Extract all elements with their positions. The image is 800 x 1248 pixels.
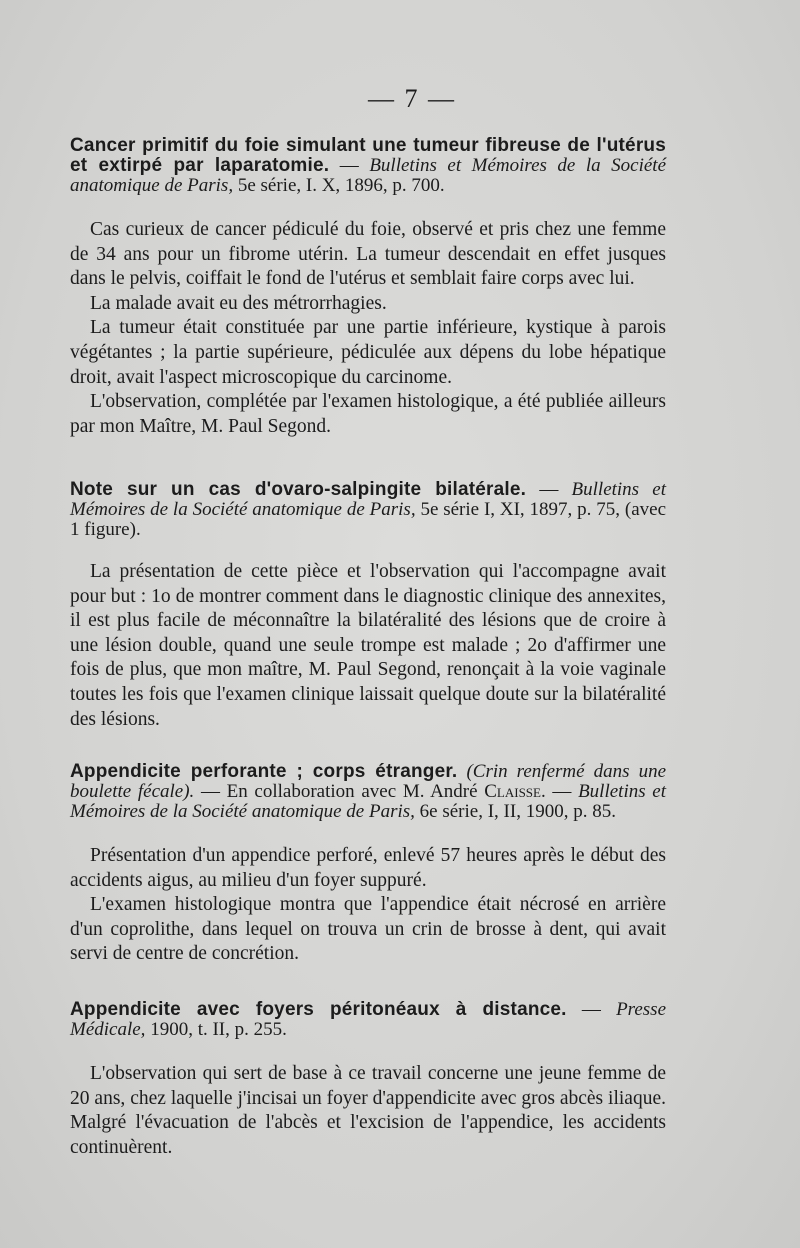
bibliography-entry [70,1000,666,1160]
entry-heading [70,1000,666,1040]
page-number: — 7 — [368,84,456,113]
bibliography-entry [70,136,666,439]
entry-body [70,844,666,967]
entry-paragraph: L'examen histologique montra que l'appendice était nécrosé en arrière d'un coprolithe, dans lequel on trouva un crin de brosse à dent, qui avait servi de centre de concrétion. [70,894,666,965]
entry-title: Appendicite perforante ; corps étranger. [70,761,458,782]
entry-dash: — [539,479,559,500]
entry-heading [70,480,666,540]
entry-title: Cancer primitif du foie simulant une tumeur fibreuse de l'utérus et extirpé par laparatomie. [70,135,666,176]
entry-citation: 5e série, I. X, 1896, p. 700. [237,175,445,196]
entry-title: Note sur un cas d'ovaro-salpingite bilatérale. [70,479,527,500]
entry-body [70,1062,666,1160]
entry-citation: 1900, t. II, p. 255. [150,1019,287,1040]
entry-paragraph: La tumeur était constituée par une partie inférieure, kystique à parois végétantes ; la partie supérieure, pédiculée aux dépens du lobe hépatique droit, avait l'aspect microscopique du carcinome. [70,317,666,388]
entry-citation: 5e série I, XI, 1897, p. 75, (avec 1 figure). [70,499,666,540]
entry-paragraph: L'observation, complétée par l'examen histologique, a été publiée ailleurs par mon Maître, M. Paul Segond. [70,391,666,437]
bibliography-entry [70,762,666,967]
entry-journal: Bulletins et Mémoires de la Société anatomique de Paris, [70,155,667,196]
entry-collaborator: Claisse. [484,781,546,802]
entry-heading [70,762,666,822]
entry-journal: Presse [616,999,667,1020]
entry-journal-cont: Médicale, [70,1019,146,1040]
entry-journal: Bulletins et Mémoires de la Société anatomique de Paris, [70,781,666,822]
entry-dash: — [339,155,359,176]
entry-dash: — [552,781,572,802]
entry-paragraph: L'observation qui sert de base à ce travail concerne une jeune femme de 20 ans, chez laquelle j'incisai un foyer d'appendicite avec gros abcès iliaque. Malgré l'évacuation de l'abcès et l'excision de l'appendice, les accidents continuèrent. [70,1063,666,1158]
entry-heading [70,136,666,196]
entry-body [70,560,666,732]
entry-body [70,218,666,439]
entry-title: Appendicite avec foyers péritonéaux à distance. [70,999,567,1020]
entry-dash: — [581,999,601,1020]
entry-journal: Bulletins et Mémoires de la Société anatomique de Paris, [70,479,666,520]
bibliography-entry [70,480,666,732]
entry-citation: 6e série, I, II, 1900, p. 85. [419,801,616,822]
entry-collaboration: — En collaboration avec M. André [200,781,478,802]
entry-paragraph: La malade avait eu des métrorrhagies. [90,292,387,314]
entry-paragraph: Présentation d'un appendice perforé, enlevé 57 heures après le début des accidents aigus, au milieu d'un foyer suppuré. [70,845,666,891]
entry-note: (Crin renfermé dans une boulette fécale). [70,761,666,802]
entry-paragraph: La présentation de cette pièce et l'observation qui l'accompagne avait pour but : 1o de montrer comment dans le diagnostic clinique des annexites, il est plus facile de méconnaître la bilatéralité des lésions que de croire à une lésion double, quand une seule trompe est malade ; 2o d'affirmer une fois de plus, que mon maître, M. Paul Segond, renonçait à la voie vaginale toutes les fois que l'examen clinique laissait quelque doute sur la bilatéralité des lésions. [70,561,666,730]
entry-paragraph: Cas curieux de cancer pédiculé du foie, observé et pris chez une femme de 34 ans pour un fibrome utérin. La tumeur descendait en effet jusques dans le pelvis, coiffait le fond de l'utérus et semblait faire corps avec lui. [70,219,666,290]
